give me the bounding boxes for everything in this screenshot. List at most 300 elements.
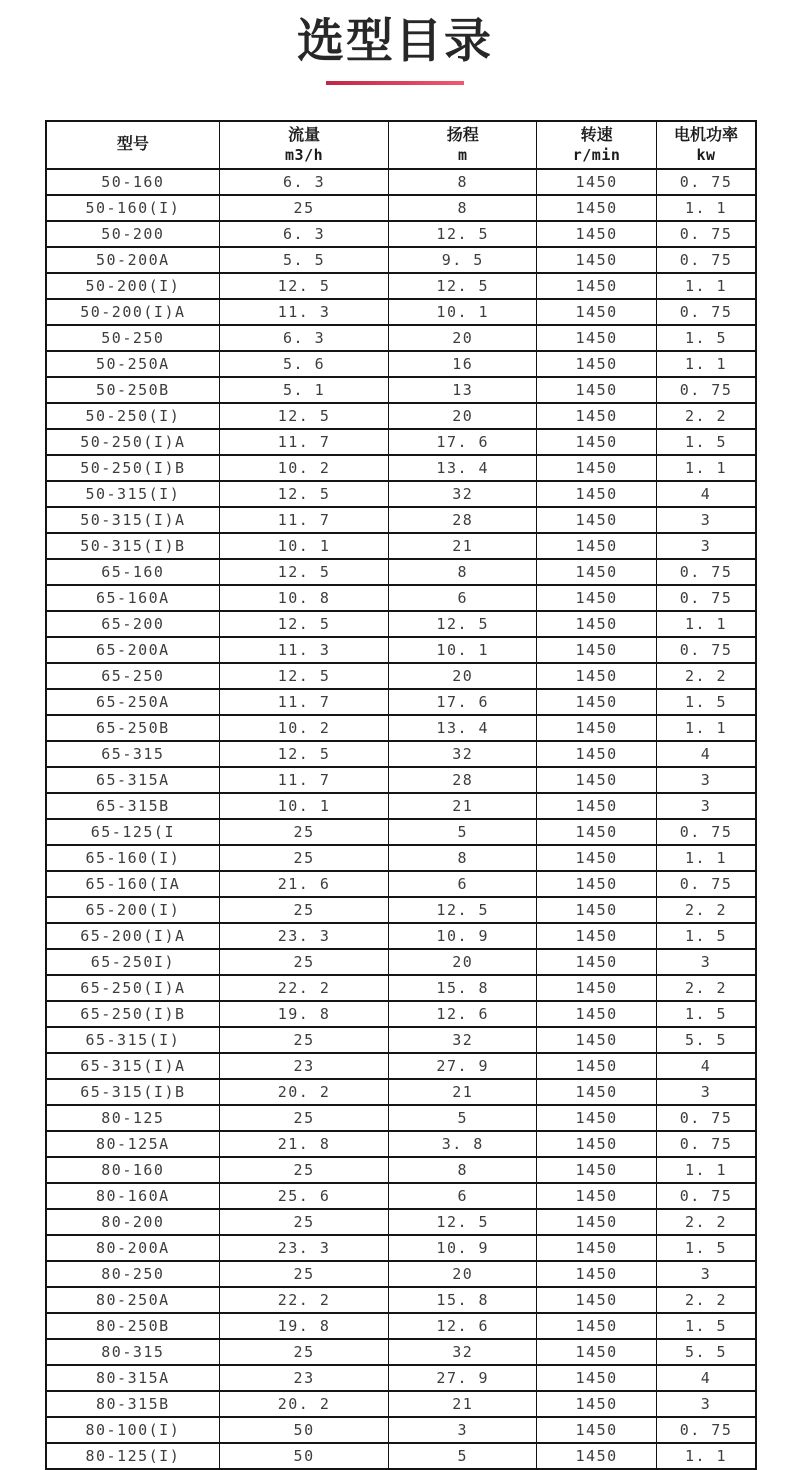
power-cell: 3 bbox=[657, 1079, 756, 1105]
power-cell: 3 bbox=[657, 1391, 756, 1417]
table-row bbox=[46, 1443, 756, 1469]
head-cell: 12. 5 bbox=[389, 611, 537, 637]
model-cell: 50-160 bbox=[46, 169, 219, 195]
flow-cell: 23. 3 bbox=[219, 1235, 389, 1261]
power-cell: 2. 2 bbox=[657, 897, 756, 923]
model-cell: 50-200(I) bbox=[46, 273, 219, 299]
table-row bbox=[46, 559, 756, 585]
head-cell: 32 bbox=[389, 741, 537, 767]
power-cell: 0. 75 bbox=[657, 871, 756, 897]
head-cell: 15. 8 bbox=[389, 1287, 537, 1313]
head-cell: 12. 5 bbox=[389, 273, 537, 299]
selection-table bbox=[45, 120, 757, 1470]
flow-cell: 11. 3 bbox=[219, 299, 389, 325]
col-header-model-label: 型号 bbox=[116, 136, 149, 154]
head-cell: 10. 1 bbox=[389, 637, 537, 663]
table-row bbox=[46, 299, 756, 325]
speed-cell: 1450 bbox=[537, 403, 657, 429]
speed-cell: 1450 bbox=[537, 1235, 657, 1261]
col-header-head bbox=[389, 121, 537, 169]
head-cell: 12. 5 bbox=[389, 897, 537, 923]
head-cell: 8 bbox=[389, 559, 537, 585]
table-row bbox=[46, 1287, 756, 1313]
flow-cell: 12. 5 bbox=[219, 611, 389, 637]
model-cell: 50-315(I)A bbox=[46, 507, 219, 533]
head-cell: 5 bbox=[389, 1105, 537, 1131]
head-cell: 32 bbox=[389, 1027, 537, 1053]
head-cell: 12. 5 bbox=[389, 221, 537, 247]
flow-cell: 12. 5 bbox=[219, 559, 389, 585]
power-cell: 4 bbox=[657, 481, 756, 507]
flow-cell: 10. 8 bbox=[219, 585, 389, 611]
head-cell: 3. 8 bbox=[389, 1131, 537, 1157]
col-header-model bbox=[46, 121, 219, 169]
power-cell: 0. 75 bbox=[657, 299, 756, 325]
speed-cell: 1450 bbox=[537, 845, 657, 871]
speed-cell: 1450 bbox=[537, 1131, 657, 1157]
power-cell: 1. 1 bbox=[657, 351, 756, 377]
model-cell: 50-315(I)B bbox=[46, 533, 219, 559]
model-cell: 80-250 bbox=[46, 1261, 219, 1287]
speed-cell: 1450 bbox=[537, 325, 657, 351]
head-cell: 8 bbox=[389, 845, 537, 871]
speed-cell: 1450 bbox=[537, 351, 657, 377]
col-header-flow bbox=[219, 121, 389, 169]
speed-cell: 1450 bbox=[537, 611, 657, 637]
model-cell: 65-200(I)A bbox=[46, 923, 219, 949]
speed-cell: 1450 bbox=[537, 793, 657, 819]
flow-cell: 23. 3 bbox=[219, 923, 389, 949]
table-row bbox=[46, 1105, 756, 1131]
speed-cell: 1450 bbox=[537, 1261, 657, 1287]
table-row bbox=[46, 637, 756, 663]
model-cell: 80-315B bbox=[46, 1391, 219, 1417]
flow-cell: 10. 1 bbox=[219, 533, 389, 559]
model-cell: 65-315 bbox=[46, 741, 219, 767]
model-cell: 65-250 bbox=[46, 663, 219, 689]
power-cell: 0. 75 bbox=[657, 1417, 756, 1443]
speed-cell: 1450 bbox=[537, 689, 657, 715]
table-row bbox=[46, 663, 756, 689]
head-cell: 6 bbox=[389, 871, 537, 897]
model-cell: 65-250B bbox=[46, 715, 219, 741]
table-row bbox=[46, 585, 756, 611]
head-cell: 5 bbox=[389, 819, 537, 845]
power-cell: 0. 75 bbox=[657, 1131, 756, 1157]
col-header-power-label: 电机功率 bbox=[674, 126, 739, 144]
flow-cell: 25 bbox=[219, 1261, 389, 1287]
flow-cell: 11. 7 bbox=[219, 689, 389, 715]
model-cell: 65-200A bbox=[46, 637, 219, 663]
model-cell: 80-100(I) bbox=[46, 1417, 219, 1443]
model-cell: 80-250B bbox=[46, 1313, 219, 1339]
table-row bbox=[46, 1313, 756, 1339]
table-row bbox=[46, 351, 756, 377]
flow-cell: 11. 3 bbox=[219, 637, 389, 663]
head-cell: 12. 6 bbox=[389, 1001, 537, 1027]
model-cell: 65-160 bbox=[46, 559, 219, 585]
model-cell: 65-160(I) bbox=[46, 845, 219, 871]
model-cell: 80-200 bbox=[46, 1209, 219, 1235]
table-row bbox=[46, 1365, 756, 1391]
model-cell: 50-250 bbox=[46, 325, 219, 351]
table-row bbox=[46, 533, 756, 559]
model-cell: 65-200(I) bbox=[46, 897, 219, 923]
table-row bbox=[46, 195, 756, 221]
model-cell: 80-250A bbox=[46, 1287, 219, 1313]
model-cell: 80-315A bbox=[46, 1365, 219, 1391]
speed-cell: 1450 bbox=[537, 1183, 657, 1209]
selection-table-wrap bbox=[45, 120, 757, 1470]
head-cell: 17. 6 bbox=[389, 689, 537, 715]
flow-cell: 6. 3 bbox=[219, 325, 389, 351]
table-row bbox=[46, 481, 756, 507]
table-row bbox=[46, 819, 756, 845]
table-row bbox=[46, 1053, 756, 1079]
model-cell: 50-200A bbox=[46, 247, 219, 273]
model-cell: 50-315(I) bbox=[46, 481, 219, 507]
power-cell: 1. 5 bbox=[657, 1235, 756, 1261]
table-row bbox=[46, 715, 756, 741]
power-cell: 1. 5 bbox=[657, 923, 756, 949]
power-cell: 1. 5 bbox=[657, 1313, 756, 1339]
head-cell: 28 bbox=[389, 507, 537, 533]
power-cell: 1. 5 bbox=[657, 429, 756, 455]
head-cell: 8 bbox=[389, 169, 537, 195]
power-cell: 0. 75 bbox=[657, 247, 756, 273]
table-row bbox=[46, 221, 756, 247]
flow-cell: 22. 2 bbox=[219, 975, 389, 1001]
flow-cell: 12. 5 bbox=[219, 403, 389, 429]
flow-cell: 12. 5 bbox=[219, 273, 389, 299]
speed-cell: 1450 bbox=[537, 1313, 657, 1339]
flow-cell: 25 bbox=[219, 1157, 389, 1183]
flow-cell: 5. 6 bbox=[219, 351, 389, 377]
model-cell: 65-250(I)B bbox=[46, 1001, 219, 1027]
model-cell: 80-200A bbox=[46, 1235, 219, 1261]
head-cell: 15. 8 bbox=[389, 975, 537, 1001]
speed-cell: 1450 bbox=[537, 663, 657, 689]
head-cell: 21 bbox=[389, 533, 537, 559]
speed-cell: 1450 bbox=[537, 377, 657, 403]
speed-cell: 1450 bbox=[537, 897, 657, 923]
model-cell: 65-315A bbox=[46, 767, 219, 793]
model-cell: 50-200 bbox=[46, 221, 219, 247]
model-cell: 80-160A bbox=[46, 1183, 219, 1209]
speed-cell: 1450 bbox=[537, 741, 657, 767]
model-cell: 65-315(I)A bbox=[46, 1053, 219, 1079]
model-cell: 80-125A bbox=[46, 1131, 219, 1157]
speed-cell: 1450 bbox=[537, 1287, 657, 1313]
power-cell: 3 bbox=[657, 533, 756, 559]
table-row bbox=[46, 1261, 756, 1287]
head-cell: 13. 4 bbox=[389, 715, 537, 741]
speed-cell: 1450 bbox=[537, 1079, 657, 1105]
power-cell: 3 bbox=[657, 507, 756, 533]
flow-cell: 10. 1 bbox=[219, 793, 389, 819]
head-cell: 20 bbox=[389, 663, 537, 689]
speed-cell: 1450 bbox=[537, 949, 657, 975]
head-cell: 12. 6 bbox=[389, 1313, 537, 1339]
head-cell: 10. 9 bbox=[389, 1235, 537, 1261]
flow-cell: 12. 5 bbox=[219, 741, 389, 767]
model-cell: 50-250A bbox=[46, 351, 219, 377]
table-row bbox=[46, 923, 756, 949]
flow-cell: 6. 3 bbox=[219, 169, 389, 195]
head-cell: 6 bbox=[389, 585, 537, 611]
power-cell: 5. 5 bbox=[657, 1339, 756, 1365]
table-row bbox=[46, 1391, 756, 1417]
speed-cell: 1450 bbox=[537, 169, 657, 195]
head-cell: 20 bbox=[389, 1261, 537, 1287]
head-cell: 10. 9 bbox=[389, 923, 537, 949]
table-row bbox=[46, 377, 756, 403]
model-cell: 65-315(I)B bbox=[46, 1079, 219, 1105]
flow-cell: 11. 7 bbox=[219, 507, 389, 533]
head-cell: 10. 1 bbox=[389, 299, 537, 325]
table-row bbox=[46, 1131, 756, 1157]
head-cell: 6 bbox=[389, 1183, 537, 1209]
flow-cell: 25 bbox=[219, 1027, 389, 1053]
speed-cell: 1450 bbox=[537, 481, 657, 507]
flow-cell: 25 bbox=[219, 819, 389, 845]
power-cell: 1. 1 bbox=[657, 1443, 756, 1469]
col-header-speed bbox=[537, 121, 657, 169]
flow-cell: 25 bbox=[219, 949, 389, 975]
power-cell: 0. 75 bbox=[657, 1105, 756, 1131]
col-header-flow-label: 流量 bbox=[288, 126, 321, 144]
speed-cell: 1450 bbox=[537, 273, 657, 299]
head-cell: 28 bbox=[389, 767, 537, 793]
flow-cell: 19. 8 bbox=[219, 1313, 389, 1339]
table-row bbox=[46, 689, 756, 715]
speed-cell: 1450 bbox=[537, 1339, 657, 1365]
power-cell: 3 bbox=[657, 949, 756, 975]
flow-cell: 50 bbox=[219, 1443, 389, 1469]
flow-cell: 21. 8 bbox=[219, 1131, 389, 1157]
flow-cell: 25. 6 bbox=[219, 1183, 389, 1209]
flow-cell: 12. 5 bbox=[219, 481, 389, 507]
speed-cell: 1450 bbox=[537, 1365, 657, 1391]
header-row bbox=[46, 121, 756, 169]
head-cell: 27. 9 bbox=[389, 1365, 537, 1391]
power-cell: 0. 75 bbox=[657, 169, 756, 195]
table-row bbox=[46, 1235, 756, 1261]
speed-cell: 1450 bbox=[537, 247, 657, 273]
power-cell: 4 bbox=[657, 1365, 756, 1391]
table-row bbox=[46, 455, 756, 481]
flow-cell: 25 bbox=[219, 897, 389, 923]
speed-cell: 1450 bbox=[537, 1417, 657, 1443]
model-cell: 65-125(I bbox=[46, 819, 219, 845]
head-cell: 20 bbox=[389, 403, 537, 429]
speed-cell: 1450 bbox=[537, 923, 657, 949]
table-row bbox=[46, 845, 756, 871]
speed-cell: 1450 bbox=[537, 975, 657, 1001]
speed-cell: 1450 bbox=[537, 871, 657, 897]
power-cell: 0. 75 bbox=[657, 637, 756, 663]
table-row bbox=[46, 1157, 756, 1183]
speed-cell: 1450 bbox=[537, 559, 657, 585]
speed-cell: 1450 bbox=[537, 585, 657, 611]
table-row bbox=[46, 507, 756, 533]
head-cell: 20 bbox=[389, 325, 537, 351]
speed-cell: 1450 bbox=[537, 195, 657, 221]
table-row bbox=[46, 1417, 756, 1443]
table-row bbox=[46, 1209, 756, 1235]
table-row bbox=[46, 403, 756, 429]
speed-cell: 1450 bbox=[537, 221, 657, 247]
power-cell: 5. 5 bbox=[657, 1027, 756, 1053]
page-title: 选型目录 bbox=[297, 14, 493, 67]
speed-cell: 1450 bbox=[537, 715, 657, 741]
model-cell: 65-250A bbox=[46, 689, 219, 715]
flow-cell: 20. 2 bbox=[219, 1079, 389, 1105]
power-cell: 3 bbox=[657, 767, 756, 793]
head-cell: 20 bbox=[389, 949, 537, 975]
power-cell: 0. 75 bbox=[657, 377, 756, 403]
speed-cell: 1450 bbox=[537, 1157, 657, 1183]
table-row bbox=[46, 1339, 756, 1365]
table-row bbox=[46, 1183, 756, 1209]
head-cell: 16 bbox=[389, 351, 537, 377]
table-row bbox=[46, 767, 756, 793]
model-cell: 80-160 bbox=[46, 1157, 219, 1183]
head-cell: 5 bbox=[389, 1443, 537, 1469]
head-cell: 32 bbox=[389, 481, 537, 507]
model-cell: 80-125 bbox=[46, 1105, 219, 1131]
head-cell: 21 bbox=[389, 1079, 537, 1105]
head-cell: 13. 4 bbox=[389, 455, 537, 481]
table-row bbox=[46, 1027, 756, 1053]
model-cell: 65-200 bbox=[46, 611, 219, 637]
model-cell: 65-315B bbox=[46, 793, 219, 819]
head-cell: 32 bbox=[389, 1339, 537, 1365]
flow-cell: 25 bbox=[219, 1339, 389, 1365]
power-cell: 1. 5 bbox=[657, 1001, 756, 1027]
power-cell: 1. 1 bbox=[657, 455, 756, 481]
speed-cell: 1450 bbox=[537, 1053, 657, 1079]
speed-cell: 1450 bbox=[537, 455, 657, 481]
power-cell: 0. 75 bbox=[657, 819, 756, 845]
power-cell: 4 bbox=[657, 741, 756, 767]
table-row bbox=[46, 949, 756, 975]
power-cell: 1. 1 bbox=[657, 273, 756, 299]
power-cell: 2. 2 bbox=[657, 975, 756, 1001]
flow-cell: 25 bbox=[219, 1105, 389, 1131]
table-body bbox=[46, 169, 756, 1469]
head-cell: 17. 6 bbox=[389, 429, 537, 455]
col-header-power-unit: kw bbox=[696, 145, 716, 164]
power-cell: 2. 2 bbox=[657, 403, 756, 429]
head-cell: 3 bbox=[389, 1417, 537, 1443]
head-cell: 21 bbox=[389, 793, 537, 819]
power-cell: 0. 75 bbox=[657, 1183, 756, 1209]
table-row bbox=[46, 1079, 756, 1105]
model-cell: 65-315(I) bbox=[46, 1027, 219, 1053]
power-cell: 1. 1 bbox=[657, 715, 756, 741]
flow-cell: 11. 7 bbox=[219, 767, 389, 793]
power-cell: 1. 5 bbox=[657, 689, 756, 715]
speed-cell: 1450 bbox=[537, 1001, 657, 1027]
power-cell: 2. 2 bbox=[657, 663, 756, 689]
flow-cell: 10. 2 bbox=[219, 715, 389, 741]
speed-cell: 1450 bbox=[537, 1105, 657, 1131]
flow-cell: 50 bbox=[219, 1417, 389, 1443]
head-cell: 8 bbox=[389, 1157, 537, 1183]
flow-cell: 20. 2 bbox=[219, 1391, 389, 1417]
head-cell: 27. 9 bbox=[389, 1053, 537, 1079]
model-cell: 65-250(I)A bbox=[46, 975, 219, 1001]
model-cell: 65-160A bbox=[46, 585, 219, 611]
model-cell: 65-250I) bbox=[46, 949, 219, 975]
power-cell: 1. 5 bbox=[657, 325, 756, 351]
flow-cell: 25 bbox=[219, 1209, 389, 1235]
col-header-head-label: 扬程 bbox=[446, 126, 479, 144]
speed-cell: 1450 bbox=[537, 767, 657, 793]
flow-cell: 11. 7 bbox=[219, 429, 389, 455]
speed-cell: 1450 bbox=[537, 1443, 657, 1469]
power-cell: 2. 2 bbox=[657, 1287, 756, 1313]
col-header-flow-unit: m3/h bbox=[285, 145, 324, 164]
model-cell: 50-160(I) bbox=[46, 195, 219, 221]
power-cell: 1. 1 bbox=[657, 1157, 756, 1183]
power-cell: 1. 1 bbox=[657, 611, 756, 637]
model-cell: 80-315 bbox=[46, 1339, 219, 1365]
flow-cell: 10. 2 bbox=[219, 455, 389, 481]
power-cell: 1. 1 bbox=[657, 195, 756, 221]
model-cell: 50-200(I)A bbox=[46, 299, 219, 325]
speed-cell: 1450 bbox=[537, 1027, 657, 1053]
table-row bbox=[46, 429, 756, 455]
head-cell: 21 bbox=[389, 1391, 537, 1417]
power-cell: 0. 75 bbox=[657, 221, 756, 247]
power-cell: 0. 75 bbox=[657, 559, 756, 585]
head-cell: 12. 5 bbox=[389, 1209, 537, 1235]
table-row bbox=[46, 611, 756, 637]
model-cell: 50-250(I)A bbox=[46, 429, 219, 455]
model-cell: 50-250(I) bbox=[46, 403, 219, 429]
col-header-speed-label: 转速 bbox=[580, 126, 613, 144]
table-row bbox=[46, 897, 756, 923]
head-cell: 9. 5 bbox=[389, 247, 537, 273]
speed-cell: 1450 bbox=[537, 819, 657, 845]
table-row bbox=[46, 793, 756, 819]
flow-cell: 12. 5 bbox=[219, 663, 389, 689]
flow-cell: 5. 5 bbox=[219, 247, 389, 273]
table-row bbox=[46, 273, 756, 299]
table-row bbox=[46, 325, 756, 351]
speed-cell: 1450 bbox=[537, 1391, 657, 1417]
table-row bbox=[46, 247, 756, 273]
power-cell: 3 bbox=[657, 1261, 756, 1287]
title-underline bbox=[326, 81, 464, 85]
speed-cell: 1450 bbox=[537, 429, 657, 455]
flow-cell: 25 bbox=[219, 195, 389, 221]
flow-cell: 25 bbox=[219, 845, 389, 871]
head-cell: 8 bbox=[389, 195, 537, 221]
power-cell: 1. 1 bbox=[657, 845, 756, 871]
speed-cell: 1450 bbox=[537, 299, 657, 325]
table-row bbox=[46, 1001, 756, 1027]
flow-cell: 23 bbox=[219, 1053, 389, 1079]
model-cell: 50-250(I)B bbox=[46, 455, 219, 481]
col-header-head-unit: m bbox=[457, 145, 468, 164]
power-cell: 2. 2 bbox=[657, 1209, 756, 1235]
speed-cell: 1450 bbox=[537, 1209, 657, 1235]
flow-cell: 22. 2 bbox=[219, 1287, 389, 1313]
flow-cell: 23 bbox=[219, 1365, 389, 1391]
